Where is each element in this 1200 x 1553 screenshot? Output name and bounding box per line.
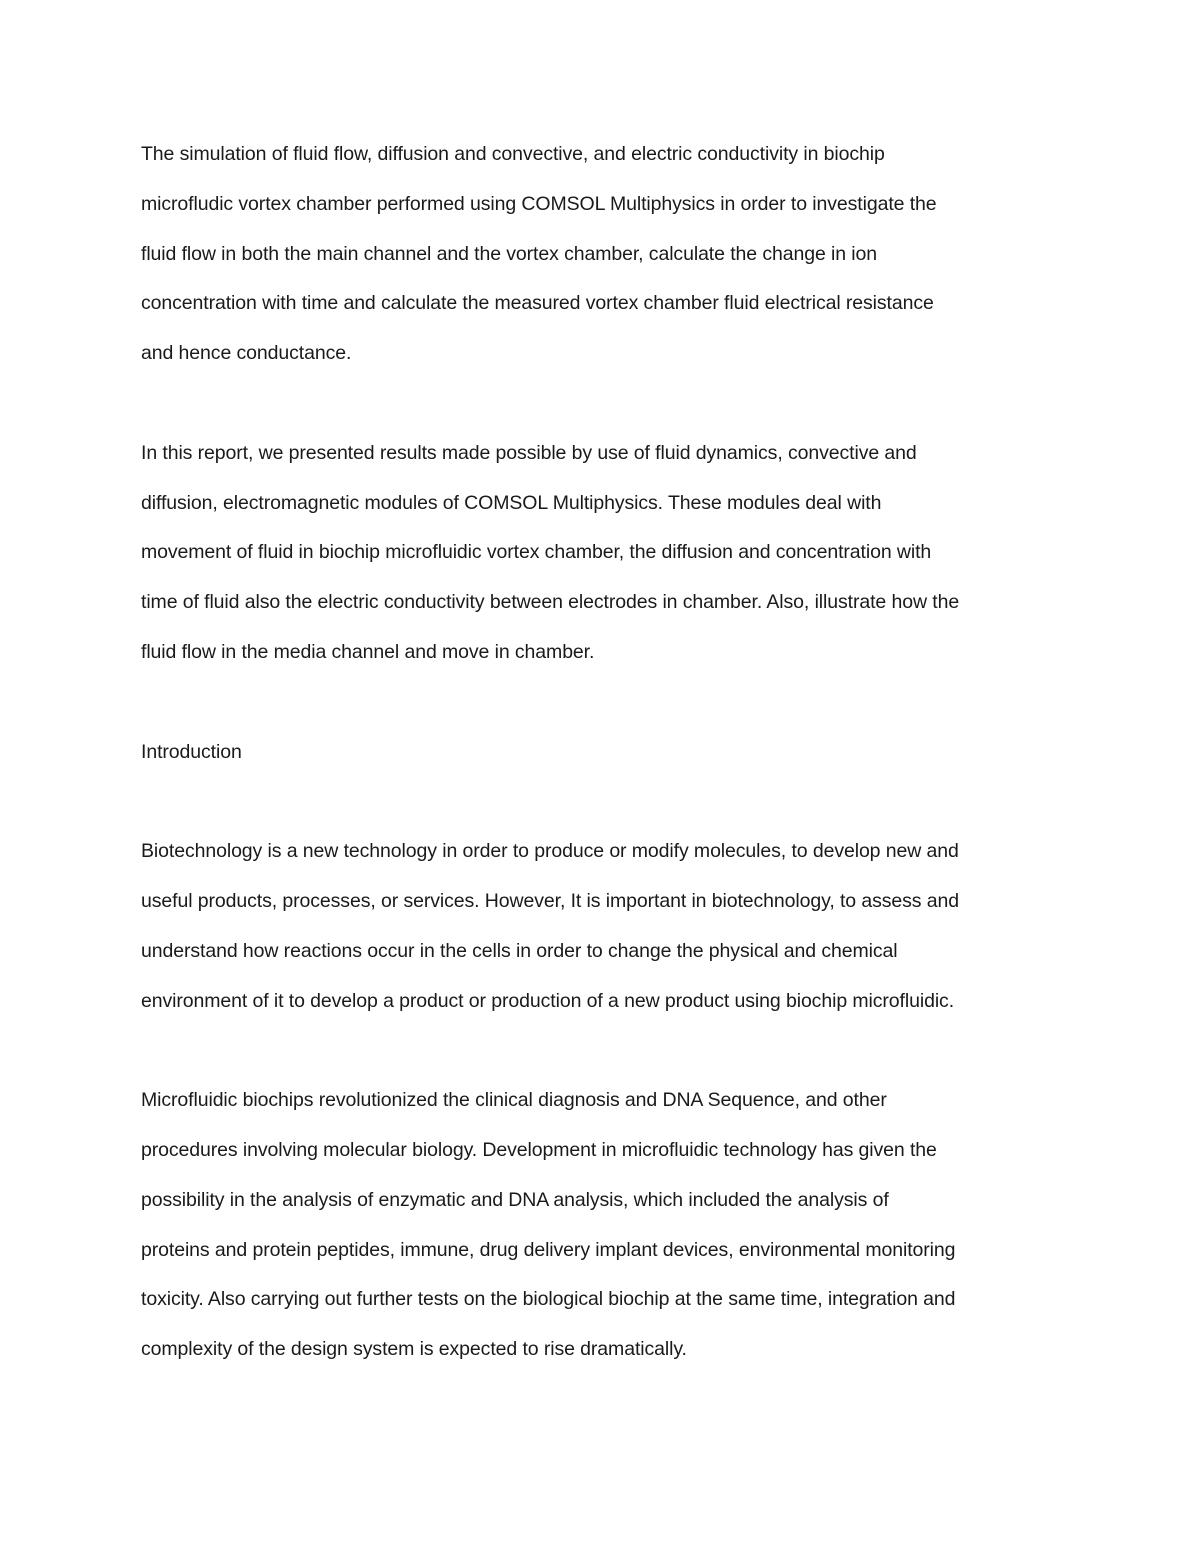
- paragraph-abstract-1: [141, 134, 1071, 383]
- text-line: toxicity. Also carrying out further tests on the biological biochip at the same time, integration and: [141, 1288, 956, 1311]
- text-line: understand how reactions occur in the cells in order to change the physical and chemical: [141, 939, 898, 962]
- section-heading: Introduction: [141, 740, 242, 763]
- text-line: procedures involving molecular biology. Development in microfluidic technology has given the: [141, 1138, 937, 1161]
- text-line: The simulation of fluid flow, diffusion and convective, and electric conductivity in biochip: [141, 143, 885, 165]
- text-line: Microfluidic biochips revolutionized the clinical diagnosis and DNA Sequence, and other: [141, 1089, 887, 1112]
- text-line: diffusion, electromagnetic modules of COMSOL Multiphysics. These modules deal with: [141, 491, 882, 514]
- paragraph-gap: [141, 1030, 1071, 1080]
- text-line: movement of fluid in biochip microfluidic vortex chamber, the diffusion and concentration with: [141, 541, 932, 564]
- text-line: concentration with time and calculate the measured vortex chamber fluid electrical resistance: [141, 292, 934, 315]
- paragraph-intro-2: [141, 1080, 1071, 1379]
- text-line: environment of it to develop a product or production of a new product using biochip microfluidic.: [141, 989, 955, 1012]
- text-line: fluid flow in both the main channel and the vortex chamber, calculate the change in ion: [141, 242, 878, 265]
- paragraph-gap: [141, 383, 1071, 433]
- paragraph-intro-1: [141, 831, 1071, 1030]
- text-line: time of fluid also the electric conductivity between electrodes in chamber. Also, illustrate how the: [141, 591, 960, 614]
- text-line: In this report, we presented results made possible by use of fluid dynamics, convective and: [141, 441, 917, 464]
- paragraph-gap: [141, 682, 1071, 732]
- text-line: complexity of the design system is expected to rise dramatically.: [141, 1338, 687, 1361]
- text-line: useful products, processes, or services. However, It is important in biotechnology, to assess and: [141, 889, 960, 912]
- text-line: microfludic vortex chamber performed using COMSOL Multiphysics in order to investigate the: [141, 192, 937, 215]
- text-line: fluid flow in the media channel and move in chamber.: [141, 640, 595, 663]
- paragraph-gap: [141, 781, 1071, 831]
- text-line: proteins and protein peptides, immune, drug delivery implant devices, environmental monitoring: [141, 1238, 956, 1261]
- document-body: [141, 134, 1071, 1379]
- paragraph-abstract-2: [141, 433, 1071, 682]
- text-line: and hence conductance.: [141, 342, 352, 365]
- text-line: possibility in the analysis of enzymatic and DNA analysis, which included the analysis of: [141, 1188, 889, 1211]
- text-line: Biotechnology is a new technology in order to produce or modify molecules, to develop new and: [141, 840, 959, 863]
